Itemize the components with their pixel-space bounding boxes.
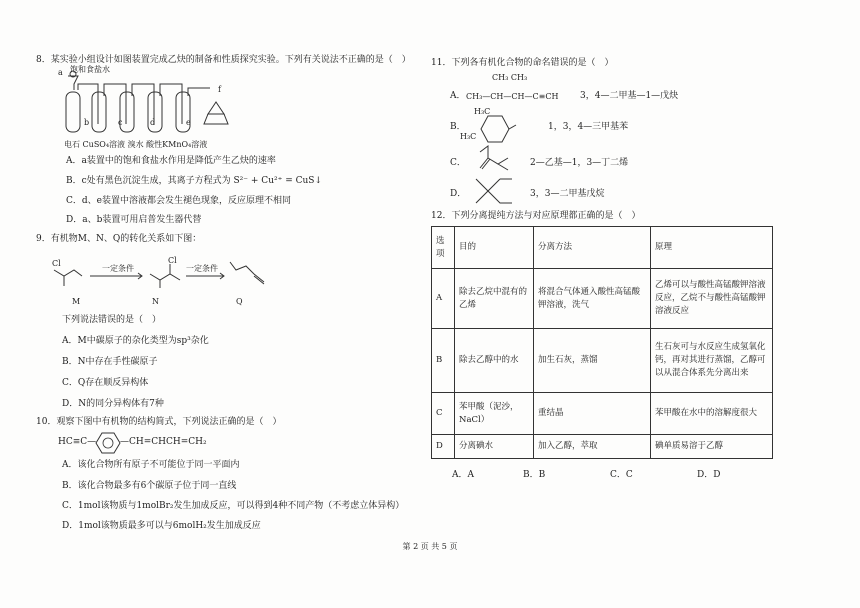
header-cell: 原理 bbox=[651, 227, 773, 269]
q11-d-skeleton bbox=[472, 177, 520, 207]
q9-condition-2: 一定条件 bbox=[186, 264, 218, 273]
table-cell: 加生石灰，蒸馏 bbox=[534, 329, 651, 393]
q11-b-top: H₃C bbox=[474, 107, 491, 116]
q9-option-c: C．Q存在顺反异构体 bbox=[62, 378, 149, 388]
q11-stem: 11．下列各有机化合物的命名错误的是（ ） bbox=[431, 58, 614, 68]
q8-label-top: 饱和食盐水 bbox=[70, 65, 110, 74]
q9-cl-m: Cl bbox=[52, 259, 61, 268]
table-cell: 碘单质易溶于乙醇 bbox=[651, 435, 773, 459]
q12-answer-a: A．A bbox=[452, 470, 474, 480]
q8-apparatus-diagram bbox=[58, 66, 298, 138]
q9-label-m: M bbox=[72, 297, 81, 306]
q11-c-skeleton bbox=[476, 144, 516, 174]
q8-label-d: d bbox=[150, 118, 156, 127]
q12-answer-d: D．D bbox=[697, 470, 721, 480]
page-footer: 第 2 页 共 5 页 bbox=[402, 542, 458, 551]
q11-a-formula: CH₃—CH—CH—C≡CH bbox=[466, 92, 559, 101]
header-cell: 选项 bbox=[432, 227, 455, 269]
table-row bbox=[432, 393, 773, 435]
table-cell: 除去乙烷中混有的乙烯 bbox=[455, 269, 534, 329]
q8-stem: 8．某实验小组设计如图装置完成乙炔的制备和性质探究实验。下列有关说法不正确的是（ ） bbox=[36, 55, 411, 65]
q11-a-label: A． bbox=[450, 91, 466, 101]
q9-cl-n: Cl bbox=[168, 256, 177, 265]
q11-d-name: 3，3—二甲基戊烷 bbox=[530, 189, 605, 199]
q8-option-c: C．d、e装置中溶液都会发生褪色现象，反应原理不相同 bbox=[66, 196, 291, 206]
q11-b-label: B． bbox=[450, 122, 466, 132]
q9-option-a: A．M中碳原子的杂化类型为sp³杂化 bbox=[62, 336, 209, 346]
table-cell: 重结晶 bbox=[534, 393, 651, 435]
q8-option-a: A．a装置中的饱和食盐水作用是降低产生乙炔的速率 bbox=[66, 156, 276, 166]
q8-reagents: 电石 CuSO₄溶液 溴水 酸性KMnO₄溶液 bbox=[64, 140, 208, 149]
q10-option-c: C．1mol该物质与1molBr₂发生加成反应，可以得到4种不同产物（不考虑立体异构） bbox=[62, 501, 405, 511]
q11-c-name: 2—乙基—1，3—丁二烯 bbox=[530, 158, 629, 168]
q11-d-label: D． bbox=[450, 189, 467, 199]
table-cell: D bbox=[432, 435, 455, 459]
q10-option-a: A．该化合物所有原子不可能位于同一平面内 bbox=[62, 460, 240, 470]
table-cell: 生石灰可与水反应生成氢氧化钙，再对其进行蒸馏，乙醇可以从混合体系先分离出来 bbox=[651, 329, 773, 393]
q9-option-b: B．N中存在手性碳原子 bbox=[62, 357, 158, 367]
table-cell: 苯甲酸在水中的溶解度很大 bbox=[651, 393, 773, 435]
table-cell: 将混合气体通入酸性高锰酸钾溶液，洗气 bbox=[534, 269, 651, 329]
table-cell: A bbox=[432, 269, 455, 329]
q10-benzene-ring bbox=[96, 432, 120, 454]
table-row bbox=[432, 435, 773, 459]
table-cell: 苯甲酸（泥沙，NaCl） bbox=[455, 393, 534, 435]
q11-a-name: 3，4—二甲基—1—戊炔 bbox=[580, 91, 679, 101]
q11-b-ring bbox=[480, 115, 510, 143]
table-header-row bbox=[432, 227, 773, 269]
q12-table bbox=[431, 226, 773, 459]
table-cell: 分离碘水 bbox=[455, 435, 534, 459]
q8-label-e: e bbox=[186, 118, 191, 127]
q9-stem: 9．有机物M、N、Q的转化关系如下图： bbox=[36, 234, 202, 244]
q11-c-label: C． bbox=[450, 158, 466, 168]
q11-a-formula-top: CH₃ CH₃ bbox=[492, 73, 528, 82]
q12-answer-b: B．B bbox=[523, 470, 546, 480]
table-row bbox=[432, 329, 773, 393]
q8-label-f: f bbox=[218, 85, 221, 94]
q9-reaction-scheme bbox=[46, 254, 286, 302]
header-cell: 分离方法 bbox=[534, 227, 651, 269]
q10-left-group: HC≡C— bbox=[58, 437, 97, 447]
header-cell: 目的 bbox=[455, 227, 534, 269]
table-cell: 加入乙醇，萃取 bbox=[534, 435, 651, 459]
q10-option-d: D．1mol该物质最多可以与6molH₂发生加成反应 bbox=[62, 521, 261, 531]
q11-b-left: H₃C bbox=[460, 132, 477, 141]
table-row bbox=[432, 269, 773, 329]
q8-label-a: a bbox=[58, 68, 63, 77]
q10-stem: 10．观察下图中有机物的结构简式，下列说法正确的是（ ） bbox=[36, 417, 282, 427]
q11-b-name: 1，3，4—三甲基苯 bbox=[548, 122, 629, 132]
q8-option-d: D．a、b装置可用启普发生器代替 bbox=[66, 215, 202, 225]
q9-option-d: D．N的同分异构体有7种 bbox=[62, 399, 164, 409]
q8-label-c: c bbox=[118, 118, 123, 127]
q12-stem: 12．下列分离提纯方法与对应原理都正确的是（ ） bbox=[431, 211, 641, 221]
table-cell: 乙烯可以与酸性高锰酸钾溶液反应，乙烷不与酸性高锰酸钾溶液反应 bbox=[651, 269, 773, 329]
q8-option-b: B．c处有黑色沉淀生成，其离子方程式为 S²⁻ + Cu²⁺ = CuS↓ bbox=[66, 176, 322, 186]
table-cell: B bbox=[432, 329, 455, 393]
table-cell: C bbox=[432, 393, 455, 435]
q9-label-n: N bbox=[152, 297, 159, 306]
q10-option-b: B．该化合物最多有6个碳原子位于同一直线 bbox=[62, 481, 237, 491]
table-cell: 除去乙醇中的水 bbox=[455, 329, 534, 393]
q12-answer-c: C．C bbox=[610, 470, 633, 480]
q9-condition-1: 一定条件 bbox=[102, 264, 134, 273]
q10-right-group: —CH=CHCH=CH₂ bbox=[120, 437, 207, 447]
q8-label-b: b bbox=[84, 118, 90, 127]
q9-prompt: 下列说法错误的是（ ） bbox=[62, 315, 162, 325]
q9-label-q: Q bbox=[236, 297, 243, 306]
